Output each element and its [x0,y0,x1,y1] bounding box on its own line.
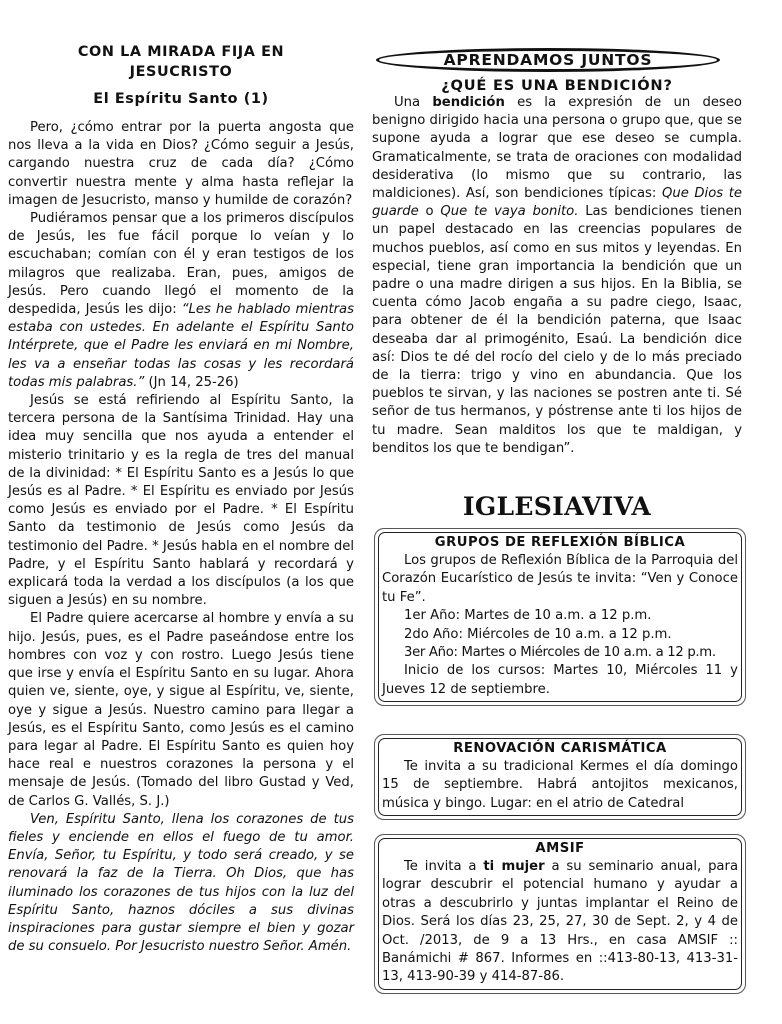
amsif-box [374,834,746,994]
grupos-title: GRUPOS DE REFLEXIÓN BÍBLICA [434,535,686,550]
grupos-line-3: 3er Año: Martes o Miércoles de 10 a.m. a 12 p.m. [404,645,716,661]
paragraph-text: es la expresión de un deseo benigno dirigido hacia una persona o grupo que, que se supone ayuda a lograr que ese deseo se cumpla. Gramaticalmente, se trata de oraciones con modalidad desiderativa (lo mismo que su contrario, las maldiciones). Así, son bendiciones típicas: [372,95,742,202]
grupos-box [374,528,746,706]
paragraph-text: Una [394,95,433,110]
article-subtitle: El Espíritu Santo (1) [93,91,269,107]
paragraph-text: o [418,204,441,220]
paragraph-text: Te invita a [404,859,484,874]
scripture-quote: “Les he hablado mientras estaba con ustedes. En adelante el Espíritu Santo Intérprete, que el Padre les enviará en mi Nombre, les va a enseñar todas las cosas y les recordará todas mis palabras.” [8,302,354,390]
section-banner: APRENDAMOS JUNTOS [376,48,720,72]
left-paragraph-3: Jesús se está refiriendo al Espíritu Santo, la tercera persona de la Santísima Trinidad. Hay una idea muy sencilla que nos ayuda a entender el misterio trinitario y es la regla de tres del manual de la divinidad: * El Espíritu Santo es a Jesús lo que Jesús es al Padre. * El Espíritu es enviado por Jesús como Jesús es enviado por el Padre. * El Espíritu Santo da testimonio de Jesús como Jesús da testimonio del Padre. * Jesús habla en el nombre del Padre, y el Espíritu Santo hablará y recordará y explicará toda la verdad a los discípulos (a los que siguen a Jesús) en su nombre. [8,393,354,609]
renovacion-title: RENOVACIÓN CARISMÁTICA [453,741,667,756]
left-column [8,0,354,956]
renovacion-box [374,734,746,820]
iglesia-viva-title: IGLESIAVIVA [462,492,652,521]
question-heading: ¿QUÉ ES UNA BENDICIÓN? [441,77,673,94]
amsif-box-inner [378,838,742,990]
example-blessing: Que Dios te guarde [372,186,743,220]
left-paragraph-2 [8,210,354,392]
left-paragraph-4: El Padre quiere acercarse al hombre y envía a su hijo. Jesús, pues, es el Padre paseándose entre los hombres con voz y con rostro. Luego Jesús tiene que irse y envía el Espíritu Santo en su lugar. Ahora quien ve, siente, oye, y sigue al Espíritu, ve, siente, oye y sigue a Jesús. Nuestro camino para llegar a Jesús, es el Espíritu Santo, como Jesús es el camino para legar al Padre. El Espíritu Santo es quien hoy hace real e nuestros corazones la persona y el mensaje de Jesús. (Tomado del libro Gustad y Ved, de Carlos G. Vallés, S. J.) [8,611,354,809]
paragraph-text: a su seminario anual, para lograr descubrir el potencial humano y ayudar a otras a descubrirlo y juntas implantar el Reino de Dios. Será los días 23, 25, 27, 30 de Sept. 2, y 4 de Oct. /2013, de 9 a 13 Hrs., en casa AMSIF :: Banámichi # 867. Informes en ::413-80-13, 413-31-13, 413-90-39 y 414-87-86. [382,859,739,985]
grupos-line-1: 1er Año: Martes de 10 a.m. a 12 p.m. [404,608,652,624]
bold-term: ti mujer [483,859,545,874]
left-paragraph-1: Pero, ¿cómo entrar por la puerta angosta que nos lleva a la vida en Dios? ¿Cómo seguir a Jesús, cargando nuestra cruz de cada día? ¿Cómo convertir nuestra mente y alma hasta reflejar la imagen de Jesucristo, manso y humilde de corazón? [8,120,354,208]
amsif-text [382,858,738,987]
grupos-intro: Los grupos de Reflexión Bíblica de la Parroquia del Corazón Eucarístico de Jesús te invita: “Ven y Conoce tu Fe”. [382,553,738,605]
prayer-text: Ven, Espíritu Santo, llena los corazones de tus fieles y enciende en ellos el fuego de tu amor. Envía, Señor, tu Espíritu, y todo será creado, y se renovará la faz de la Tierra. Oh Dios, que has iluminado los corazones de tus hijos con la luz del Espíritu Santo, haznos dóciles a sus divinas inspiraciones para gustar siempre el bien y gozar de su consuelo. Por Jesucristo nuestro Señor. Amén. [8,811,354,955]
article-title-line2: JESUCRISTO [129,64,233,80]
renovacion-text: Te invita a su tradicional Kermes el día domingo 15 de septiembre. Habrá antojitos mexicanos, música y bingo. Lugar: en el atrio de Catedral [382,759,738,811]
renovacion-box-inner [378,738,742,816]
grupos-line-2: 2do Año: Miércoles de 10 a.m. a 12 p.m. [404,626,672,642]
blessing-paragraph [372,94,742,458]
paragraph-text: Las bendiciones tienen un papel destacado en las creencias populares de muchos pueblos, así como en sus mitos y leyendas. En especial, tiene gran importancia la bendición que un padre o una madre dirigen a sus hijos. En la Biblia, se cuenta cómo Jacob engaña a su padre ciego, Isaac, para obtener de él la bendición paterna, que Isaac deseaba dar al primogénito, Esaú. La bendición dice así: Dios te dé del rocío del cielo y de lo más preciado de la tierra: trigo y vino en abundancia. Que los pueblos te sirvan, y las naciones se postren ante ti. Sé señor de tus hermanos, y póstrense ante ti los hijos de tu madre. Sean malditos los que te maldigan, y benditos los que te bendigan”. [372,204,743,456]
amsif-title: AMSIF [535,841,585,856]
right-column [372,0,742,458]
article-title-line1: CON LA MIRADA FIJA EN [77,44,285,60]
closing-prayer [8,811,354,957]
paragraph-text: Pudiéramos pensar que a los primeros discípulos de Jesús, les fue fácil porque lo veían y lo escuchaban; comían con él y eran testigos de los milagros que realizaba. Eran, pues, amigos de Jesús. Pero cuando llegó el momento de la despedida, Jesús les dijo: [8,211,354,318]
grupos-box-inner [378,532,742,702]
example-blessing: Que te vaya bonito. [440,204,579,220]
bold-term: bendición [432,95,505,110]
grupos-line-4: Inicio de los cursos: Martes 10, Miércoles 11 y Jueves 12 de septiembre. [382,663,738,697]
scripture-reference: (Jn 14, 25-26) [144,374,239,390]
